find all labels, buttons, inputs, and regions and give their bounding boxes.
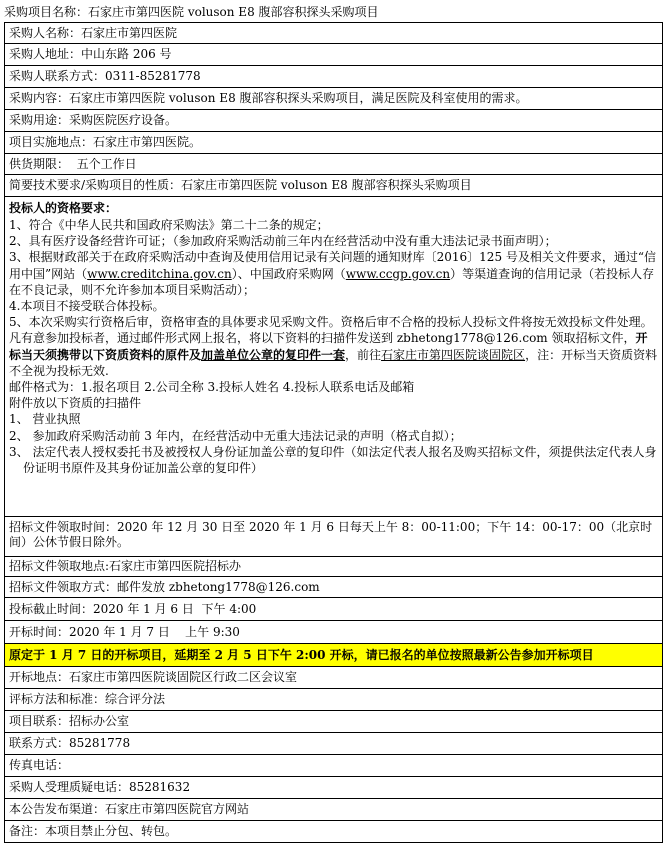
- bid-opening-time: 开标时间：2020 年 1 月 7 日 上午 9:30: [5, 621, 663, 644]
- buyer-address: 采购人地址：中山东路 206 号: [5, 44, 663, 66]
- project-contact: 项目联系：招标办公室: [5, 711, 663, 733]
- qualification-item-2: 2、具有医疗设备经营许可证；（参加政府采购活动前三年内在经营活动中没有重大违法记录书面声明）；: [9, 234, 557, 249]
- evaluation-method: 评标方法和标准：综合评分法: [5, 689, 663, 711]
- remarks: 备注：本项目禁止分包、转包。: [5, 821, 663, 843]
- fax-number: 传真电话：: [5, 755, 663, 777]
- attachments-heading: 附件放以下资质的扫描件: [9, 396, 142, 411]
- purchase-purpose: 采购用途：采购医院医疗设备。: [5, 110, 663, 132]
- qualification-item-5: 5、本次采购实行资格后审，资格审查的具体要求见采购文件。资格后审不合格的投标人投标文件将按无效投标文件处理。: [9, 315, 653, 330]
- delivery-period: [5, 154, 663, 175]
- notice-table: [4, 22, 663, 843]
- ccgp-link[interactable]: www.ccgp.gov.cn: [345, 266, 451, 281]
- buyer-name: 采购人名称：石家庄市第四医院: [5, 23, 663, 44]
- mail-format: 邮件格式为：1.报名项目 2.公司全称 3.投标人姓名 4.投标人联系电话及邮箱: [9, 380, 415, 395]
- qualification-section: [5, 197, 663, 517]
- qualification-item-4: 4.本项目不接受联合体投标。: [9, 299, 165, 314]
- qualification-item-3: 3、根据财政部关于在政府采购活动中查询及使用信用记录有关问题的通知财库〔2016〕125 号及相关文件要求，通过“信用中国”网站（www.creditchina.gov.cn）、中国政府采购网（www.ccgp.gov.cn）等渠道查询的信用记录（若投标人存在不良记录，则不允许参加本项目采购活动）；: [9, 250, 657, 297]
- doc-collection-time: 招标文件领取时间：2020 年 12 月 30 日至 2020 年 1 月 6 日每天上午 8：00-11:00；下午 14：00-17：00（北京时间）公休节假日除外。: [5, 517, 663, 557]
- qualification-heading: 投标人的资格要求：: [9, 201, 118, 215]
- qualification-item-1: 1、符合《中华人民共和国政府采购法》第二十二条的规定；: [9, 218, 329, 232]
- delivery-text: 供货期限： 五个工作日: [9, 156, 137, 171]
- tech-requirements: 简要技术要求/采购项目的性质：石家庄市第四医院 voluson E8 腹部容积探头采购项目: [5, 175, 663, 197]
- attachment-2: 2、 参加政府采购活动前 3 年内，在经营活动中无重大违法记录的声明（格式自拟）；: [9, 428, 462, 443]
- complaint-phone: 采购人受理质疑电话：85281632: [5, 777, 663, 799]
- publish-channel: 本公告发布渠道：石家庄市第四医院官方网站: [5, 799, 663, 821]
- project-location: 项目实施地点：石家庄市第四医院。: [5, 132, 663, 154]
- signup-instructions: 凡有意参加投标者，通过邮件形式网上报名，将以下资料的扫描件发送到 zbhetong1778@126.com 领取招标文件，开标当天须携带以下资质资料的原件及加盖单位公章的复印件一套，前往石家庄市第四医院谈固院区，注：开标当天资质资料不全视为投标无效.: [9, 331, 658, 378]
- buyer-contact: 采购人联系方式：0311-85281778: [5, 66, 663, 88]
- bid-opening-place: 开标地点：石家庄市第四医院谈固院区行政二区会议室: [5, 667, 663, 689]
- bid-deadline: 投标截止时间：2020 年 1 月 6 日 下午 4:00: [5, 598, 663, 621]
- project-title: 采购项目名称：石家庄市第四医院 voluson E8 腹部容积探头采购项目: [4, 5, 379, 19]
- creditchina-link[interactable]: www.creditchina.gov.cn: [87, 266, 232, 281]
- postponement-notice: 原定于 1 月 7 日的开标项目，延期至 2 月 5 日下午 2:00 开标，请已报名的单位按照最新公告参加开标项目: [5, 644, 663, 667]
- purchase-content: 采购内容：石家庄市第四医院 voluson E8 腹部容积探头采购项目，满足医院及科室使用的需求。: [5, 88, 663, 110]
- attachment-3: 3、 法定代表人授权委托书及被授权人身份证加盖公章的复印件（如法定代表人报名及购买招标文件，须提供法定代表人身份证明书原件及其身份证加盖公章的复印件）: [9, 444, 657, 476]
- contact-phone: 联系方式：85281778: [5, 733, 663, 755]
- doc-collection-place: 招标文件领取地点:石家庄市第四医院招标办: [5, 557, 663, 577]
- doc-collection-method: 招标文件领取方式：邮件发放 zbhetong1778@126.com: [5, 577, 663, 598]
- attachment-1: 1、 营业执照: [9, 412, 81, 427]
